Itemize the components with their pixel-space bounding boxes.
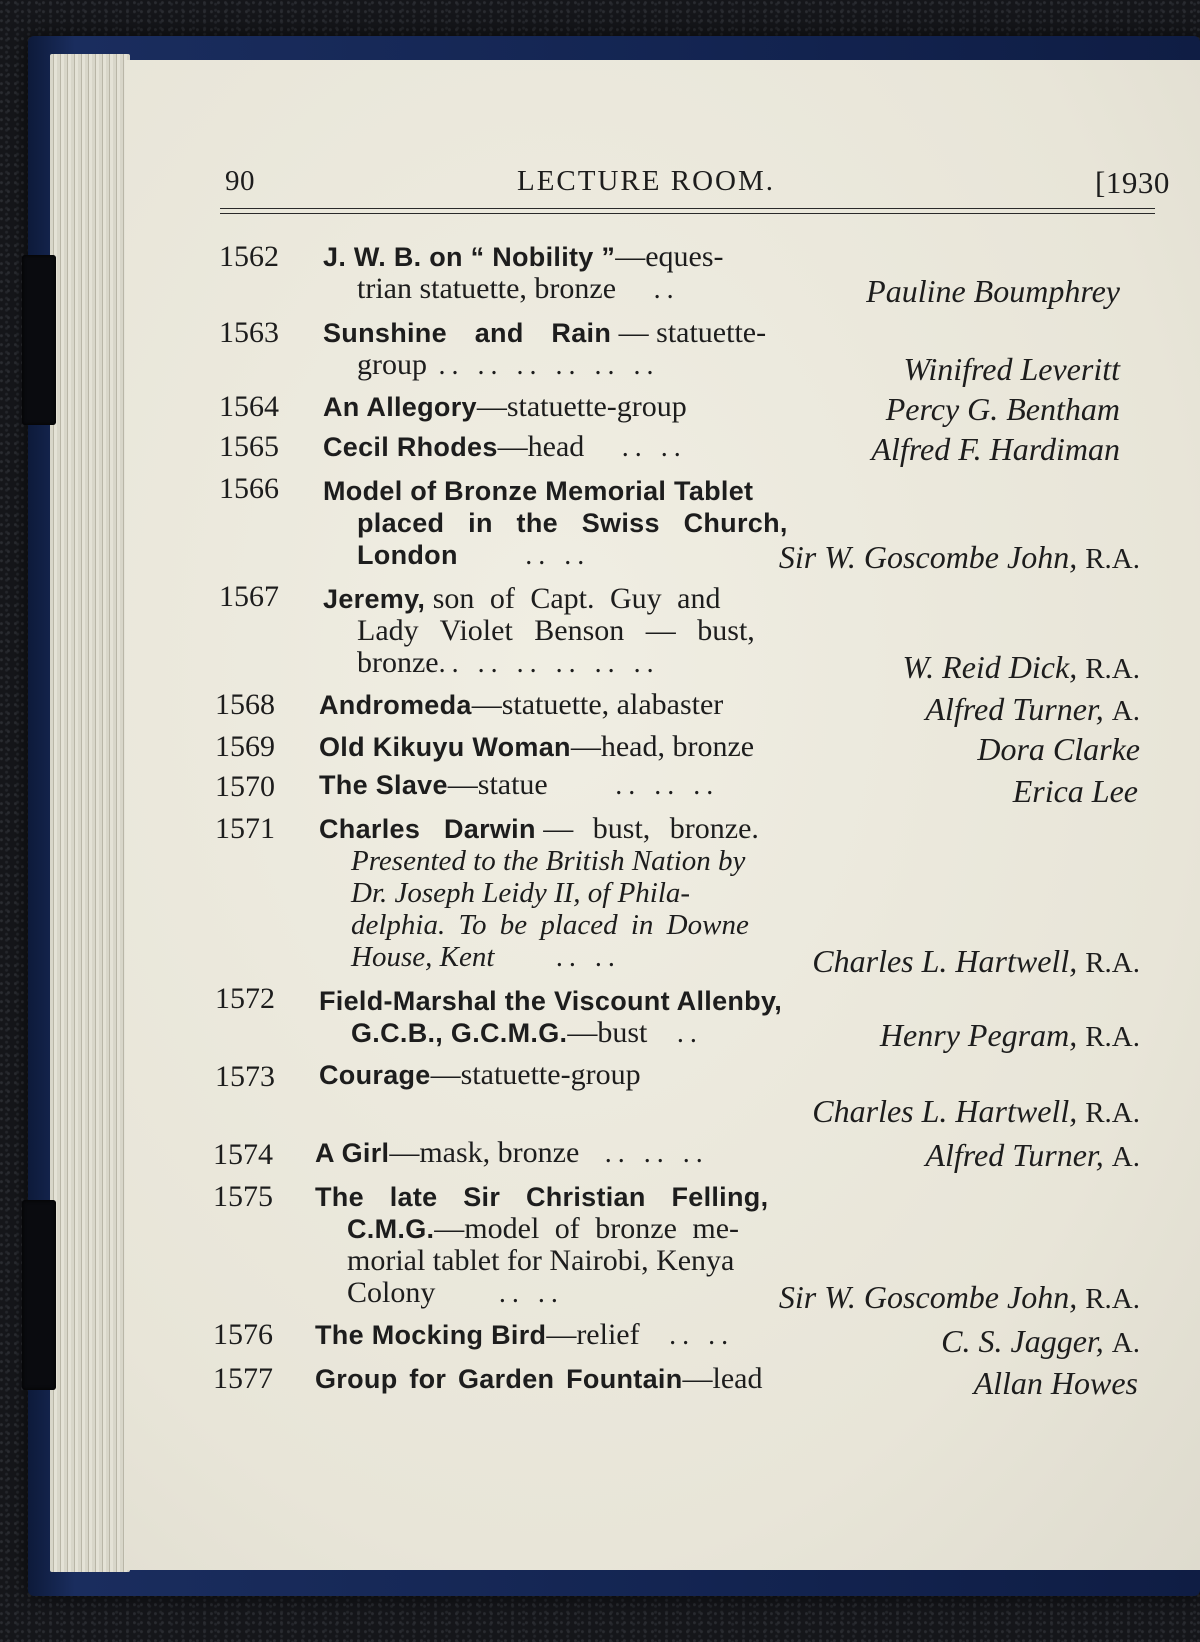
entry-1566-artist: Sir W. Goscombe John, R.A. <box>778 539 1140 575</box>
entry-1575: 1575 <box>213 1180 273 1213</box>
entry-1572-line1: Field-Marshal the Viscount Allenby, <box>319 986 783 1016</box>
page-stack <box>50 54 130 1572</box>
entry-1572-artist: Henry Pegram, R.A. <box>879 1017 1140 1053</box>
entry-1562-artist: Pauline Boumphrey <box>866 273 1120 309</box>
entry-1571-note3: delphia. To be placed in Downe <box>351 909 749 941</box>
entry-1571-note1: Presented to the British Nation by <box>351 845 746 877</box>
page-number: 90 <box>225 165 255 197</box>
year: [1930 <box>1095 165 1170 200</box>
entry-1566: 1566 <box>219 472 279 505</box>
entry-1575-line1: The late Sir Christian Felling, <box>315 1182 769 1212</box>
entry-1570-line1: The Slave—statue .. .. .. <box>319 768 720 801</box>
entry-1567-line1: Jeremy, son of Capt. Guy and <box>323 582 721 615</box>
entry-1564: 1564 <box>219 390 279 423</box>
book-page <box>125 60 1200 1570</box>
entry-1565: 1565 <box>219 430 279 463</box>
entry-1571-line1: Charles Darwin — bust, bronze. <box>319 812 759 845</box>
entry-1563-artist: Winifred Leveritt <box>903 351 1120 387</box>
entry-1563-line1: Sunshine and Rain — statuette- <box>323 316 767 349</box>
entry-1572-line2: G.C.B., G.C.M.G.—bust .. <box>351 1016 703 1049</box>
entry-1571-artist: Charles L. Hartwell, R.A. <box>812 943 1140 979</box>
entry-1576-artist: C. S. Jagger, A. <box>941 1323 1140 1359</box>
entry-1566-line1: Model of Bronze Memorial Tablet <box>323 476 754 506</box>
entry-1568: 1568 <box>215 688 275 721</box>
entry-1562-line2: trian statuette, bronze .. <box>357 272 680 305</box>
entry-1564-artist: Percy G. Bentham <box>885 391 1120 427</box>
entry-1567-line3: bronze.. .. .. .. .. .. <box>357 646 660 679</box>
entry-1572: 1572 <box>215 982 275 1015</box>
entry-1571-note2: Dr. Joseph Leidy II, of Phila- <box>351 877 691 909</box>
entry-1577-artist: Allan Howes <box>973 1365 1138 1401</box>
entry-1574-artist: Alfred Turner, A. <box>925 1137 1140 1173</box>
entry-1570-artist: Erica Lee <box>1012 773 1138 809</box>
entry-1565-line1: Cecil Rhodes—head .. .. <box>323 430 687 463</box>
entry-1577-line1: Group for Garden Fountain—lead <box>315 1362 763 1395</box>
entry-1568-line1: Andromeda—statuette, alabaster <box>319 688 724 721</box>
entry-1574-line1: A Girl—mask, bronze .. .. .. <box>315 1136 709 1169</box>
entry-1575-line3: morial tablet for Nairobi, Kenya <box>347 1244 735 1277</box>
entry-1567-line2: Lady Violet Benson — bust, <box>357 614 755 647</box>
entry-1569: 1569 <box>215 730 275 763</box>
entry-1562: 1562 <box>219 240 279 273</box>
entry-1565-artist: Alfred F. Hardiman <box>871 431 1120 467</box>
entry-1573-artist: Charles L. Hartwell, R.A. <box>812 1093 1140 1129</box>
entry-1566-line3: London .. .. <box>357 540 591 571</box>
binding-strap-top <box>22 255 56 425</box>
entry-1576: 1576 <box>213 1318 273 1351</box>
entry-1564-line1: An Allegory—statuette-group <box>323 390 687 423</box>
entry-1571: 1571 <box>215 812 275 845</box>
entry-1566-line2: placed in the Swiss Church, <box>357 508 788 538</box>
entry-1570: 1570 <box>215 770 275 803</box>
entry-1573-line1: Courage—statuette-group <box>319 1058 641 1091</box>
entry-1575-line2: C.M.G.—model of bronze me- <box>347 1212 740 1245</box>
entry-1574: 1574 <box>213 1138 273 1171</box>
entry-1575-artist: Sir W. Goscombe John, R.A. <box>778 1279 1140 1315</box>
entry-1568-artist: Alfred Turner, A. <box>925 691 1140 727</box>
catalogue-entries <box>125 60 1200 1570</box>
entry-1569-line1: Old Kikuyu Woman—head, bronze <box>319 730 755 763</box>
entry-1567-artist: W. Reid Dick, R.A. <box>902 649 1140 685</box>
entry-1576-line1: The Mocking Bird—relief .. .. <box>315 1318 735 1351</box>
entry-1571-note4: House, Kent .. .. <box>351 941 621 973</box>
entry-1562-line1: J. W. B. on “ Nobility ”—eques- <box>323 240 724 273</box>
section-title: LECTURE ROOM. <box>517 165 775 197</box>
entry-1563-line2: group .. .. .. .. .. .. <box>357 348 660 381</box>
entry-1573: 1573 <box>215 1060 275 1093</box>
entry-1563: 1563 <box>219 316 279 349</box>
entry-1577: 1577 <box>213 1362 273 1395</box>
entry-1567: 1567 <box>219 580 279 613</box>
entry-1575-line4: Colony .. .. <box>347 1276 564 1309</box>
entry-1569-artist: Dora Clarke <box>977 731 1140 767</box>
binding-strap-bottom <box>22 1200 56 1390</box>
